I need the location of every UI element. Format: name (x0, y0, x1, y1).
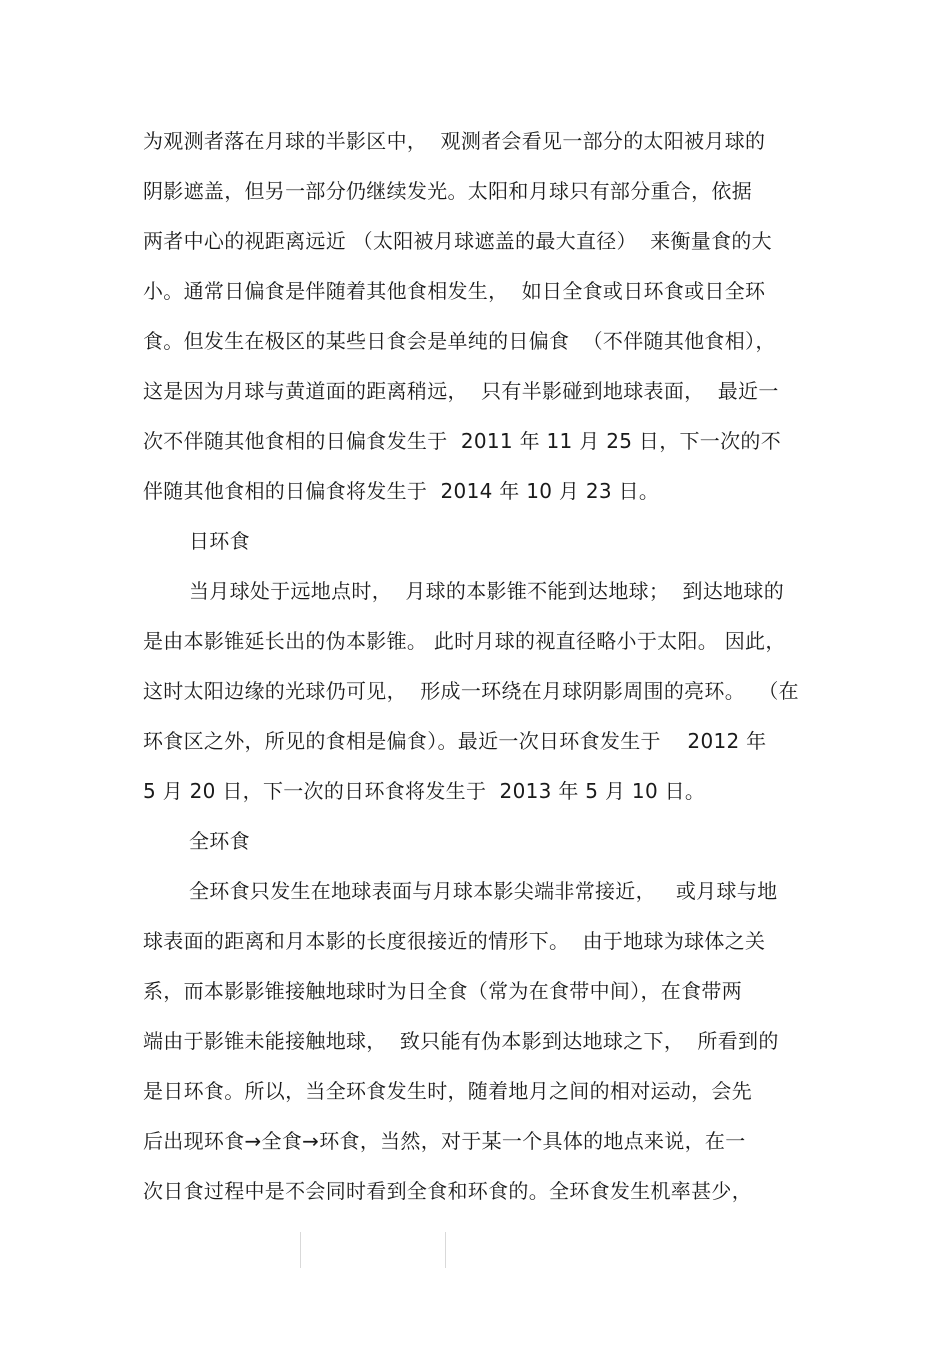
paragraph-line: 这时太阳边缘的光球仍可见， 形成一环绕在月球阴影周围的亮环。 （在 (143, 679, 799, 703)
footer-divider-left (300, 1232, 301, 1268)
paragraph-line: 球表面的距离和月本影的长度很接近的情形下。 由于地球为球体之关 (143, 929, 766, 953)
footer-divider-right (445, 1232, 446, 1268)
paragraph-line: 次日食过程中是不会同时看到全食和环食的。全环食发生机率甚少， (143, 1179, 752, 1203)
paragraph-line: 是日环食。所以，当全环食发生时，随着地月之间的相对运动，会先 (143, 1079, 752, 1103)
paragraph-line: 伴随其他食相的日偏食将发生于 2014 年 10 月 23 日。 (143, 479, 660, 503)
paragraph-line: 这是因为月球与黄道面的距离稍远， 只有半影碰到地球表面， 最近一 (143, 379, 779, 403)
paragraph-line: 系，而本影影锥接触地球时为日全食（常为在食带中间），在食带两 (143, 979, 742, 1003)
paragraph-line: 全环食只发生在地球表面与月球本影尖端非常接近， 或月球与地 (189, 879, 778, 903)
paragraph-line: 两者中心的视距离远近 （太阳被月球遮盖的最大直径） 来衡量食的大 (143, 229, 772, 253)
paragraph-line: 食。但发生在极区的某些日食会是单纯的日偏食 （不伴随其他食相）， (143, 329, 776, 353)
section-heading-annular: 日环食 (189, 529, 250, 553)
paragraph-line: 小。通常日偏食是伴随着其他食相发生， 如日全食或日环食或日全环 (143, 279, 766, 303)
paragraph-line: 是由本影锥延长出的伪本影锥。 此时月球的视直径略小于太阳。 因此， (143, 629, 786, 653)
section-heading-hybrid: 全环食 (189, 829, 250, 853)
paragraph-line: 环食区之外，所见的食相是偏食）。最近一次日环食发生于 2012 年 (143, 729, 767, 753)
paragraph-line: 次不伴随其他食相的日偏食发生于 2011 年 11 月 25 日，下一次的不 (143, 429, 781, 453)
paragraph-line: 为观测者落在月球的半影区中， 观测者会看见一部分的太阳被月球的 (143, 129, 766, 153)
paragraph-line: 端由于影锥未能接触地球， 致只能有伪本影到达地球之下， 所看到的 (143, 1029, 779, 1053)
paragraph-line: 5 月 20 日，下一次的日环食将发生于 2013 年 5 月 10 日。 (143, 779, 706, 803)
paragraph-line: 阴影遮盖，但另一部分仍继续发光。太阳和月球只有部分重合，依据 (143, 179, 752, 203)
paragraph-line: 后出现环食→全食→环食，当然，对于某一个具体的地点来说，在一 (143, 1129, 746, 1153)
paragraph-line: 当月球处于远地点时， 月球的本影锥不能到达地球； 到达地球的 (189, 579, 785, 603)
